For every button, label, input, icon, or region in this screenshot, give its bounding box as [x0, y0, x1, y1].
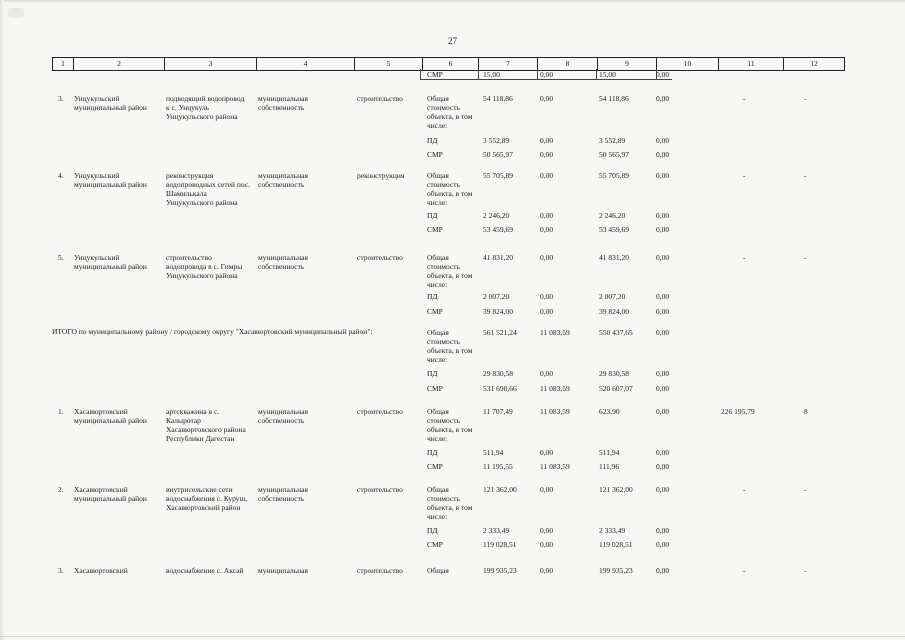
cost-regional: 54 118,86 [599, 94, 629, 103]
cost-regional: 41 831,20 [599, 253, 629, 262]
cost-local: 0,00 [656, 462, 670, 471]
scan-edge-left [0, 0, 4, 640]
cost-regional: 111,96 [599, 462, 620, 471]
cost-federal: 11 083,59 [540, 384, 570, 393]
cost-label: Общая стоимость объекта, в том числе: [427, 171, 473, 207]
cost-label: СМР [427, 540, 443, 549]
cost-federal: 0,00 [540, 526, 554, 535]
cost-federal: 0,00 [540, 70, 554, 79]
cost-regional: 119 028,51 [599, 540, 633, 549]
cost-total: 11 195,55 [483, 462, 513, 471]
object-ownership: муниципальная собственность [258, 485, 308, 503]
cost-regional: 520 607,07 [599, 384, 633, 393]
cost-federal: 11 083,59 [540, 462, 570, 471]
cost-federal: 0,00 [540, 485, 554, 494]
object-work-type: строительство [357, 253, 403, 262]
object-number: 5. [58, 253, 64, 262]
cost-label: СМР [427, 462, 443, 471]
cost-label: ПД [427, 526, 438, 535]
cost-total: 29 830,58 [483, 369, 513, 378]
cost-federal: 0,00 [540, 253, 554, 262]
cost-federal: 0,00 [540, 225, 554, 234]
object-number: 4. [58, 171, 64, 180]
cost-regional: 15,00 [599, 70, 616, 79]
header-col-12: 12 [783, 58, 845, 70]
cost-label: Общая [427, 566, 449, 575]
cost-regional: 53 459,69 [599, 225, 629, 234]
cost-regional: 623,90 [599, 407, 620, 416]
cost-local: 0,00 [656, 485, 670, 494]
cost-regional: 2 333,49 [599, 526, 626, 535]
col11-value: - [743, 253, 746, 262]
object-name: водоснабжение с. Аксай [166, 566, 244, 575]
header-col-8: 8 [537, 58, 597, 70]
cost-regional: 50 565,97 [599, 150, 629, 159]
cost-total: 119 028,51 [483, 540, 517, 549]
object-ownership: муниципальная собственность [258, 94, 308, 112]
object-district: Хасавюртовский муниципальный район [74, 407, 147, 425]
object-number: 2. [58, 485, 64, 494]
cost-label: Общая стоимость объекта, в том числе: [427, 328, 473, 364]
col12-value: - [804, 253, 807, 262]
object-name: строительство водопровода в с. Гимры Унцукульского района [166, 253, 243, 280]
cost-label: СМР [427, 225, 443, 234]
col12-value: - [804, 485, 807, 494]
total-caption: ИТОГО по муниципальному району / городскому округу "Хасавюртовский муниципальный район": [52, 327, 373, 336]
object-ownership: муниципальная [258, 566, 308, 575]
cost-label: Общая стоимость объекта, в том числе: [427, 253, 473, 289]
header-col-5: 5 [354, 58, 422, 70]
cost-local: 0,00 [656, 540, 670, 549]
col11-value: 226 195,79 [721, 407, 755, 416]
cost-regional: 3 552,89 [599, 136, 626, 145]
cost-local: 0,00 [656, 211, 670, 220]
cost-total: 2 246,20 [483, 211, 510, 220]
cost-federal: 0,00 [540, 150, 554, 159]
cost-federal: 0,00 [540, 292, 554, 301]
cost-total: 2 333,49 [483, 526, 510, 535]
cost-local: 0,00 [656, 292, 670, 301]
cost-label: ПД [427, 369, 438, 378]
cost-total: 39 824,00 [483, 307, 513, 316]
header-col-1: 1 [52, 58, 73, 70]
object-district: Унцукульский муниципальный район [74, 253, 147, 271]
scan-spot [8, 8, 24, 18]
cost-label: ПД [427, 448, 438, 457]
cost-federal: 0,00 [540, 448, 554, 457]
object-district: Унцукульский муниципальный район [74, 171, 147, 189]
cost-total: 41 831,20 [483, 253, 513, 262]
cost-total: 121 362,00 [483, 485, 517, 494]
header-col-7: 7 [478, 58, 537, 70]
cost-local: 0,00 [656, 307, 670, 316]
object-ownership: муниципальная собственность [258, 253, 308, 271]
cost-label: ПД [427, 211, 438, 220]
object-district: Хасавюртовский [74, 566, 128, 575]
object-number: 3. [58, 94, 64, 103]
object-name: подводящий водопровод к с. Унцукуль Унцукульского района [166, 94, 245, 121]
cost-total: 50 565,97 [483, 150, 513, 159]
scan-bottom-edge [0, 636, 905, 637]
header-col-11: 11 [718, 58, 783, 70]
cont-box-border [537, 69, 538, 79]
object-district: Хасавюртовский муниципальный район [74, 485, 147, 503]
cost-label: Общая стоимость объекта, в том числе: [427, 407, 473, 443]
cost-regional: 29 830,58 [599, 369, 629, 378]
cost-federal: 0,00 [540, 540, 554, 549]
cont-box-border [420, 69, 421, 79]
object-work-type: строительство [357, 94, 403, 103]
cost-total: 15,00 [483, 70, 500, 79]
cost-federal: 0,00 [540, 136, 554, 145]
cost-local: 0,00 [656, 566, 670, 575]
cost-local: 0,00 [656, 136, 670, 145]
cost-label: СМР [427, 307, 443, 316]
object-ownership: муниципальная собственность [258, 171, 308, 189]
cost-regional: 2 007,20 [599, 292, 626, 301]
cost-label: СМР [427, 150, 443, 159]
header-col-9: 9 [597, 58, 656, 70]
cost-total: 55 705,89 [483, 171, 513, 180]
cost-label: СМР [427, 384, 443, 393]
col12-value: - [804, 566, 807, 575]
cost-local: 0,00 [656, 94, 670, 103]
header-col-4: 4 [256, 58, 354, 70]
cost-label: ПД [427, 136, 438, 145]
cost-local: 0,00 [656, 70, 670, 79]
cost-local: 0,00 [656, 369, 670, 378]
header-col-10: 10 [656, 58, 718, 70]
cost-total: 53 459,69 [483, 225, 513, 234]
object-number: 1. [58, 407, 64, 416]
cost-regional: 39 824,00 [599, 307, 629, 316]
cost-local: 0,00 [656, 448, 670, 457]
col12-value: 8 [804, 407, 808, 416]
object-name: внутрисельские сети водоснабжения с. Куруш, Хасавюртовский район [166, 485, 248, 512]
cost-total: 54 118,86 [483, 94, 513, 103]
cost-local: 0,00 [656, 150, 670, 159]
header-col-6: 6 [422, 58, 478, 70]
object-work-type: строительство [357, 485, 403, 494]
object-ownership: муниципальная собственность [258, 407, 308, 425]
cost-total: 511,94 [483, 448, 504, 457]
cost-regional: 2 246,20 [599, 211, 626, 220]
col12-value: - [804, 171, 807, 180]
col11-value: - [743, 94, 746, 103]
cost-federal: 0,00 [540, 369, 554, 378]
cost-total: 199 935,23 [483, 566, 517, 575]
cost-label: ПД [427, 292, 438, 301]
col11-value: - [743, 171, 746, 180]
cost-federal: 0,00 [540, 566, 554, 575]
cont-box-border [596, 69, 597, 79]
cost-federal: 11 083,59 [540, 407, 570, 416]
cost-local: 0,00 [656, 171, 670, 180]
cost-federal: 0,00 [540, 94, 554, 103]
cost-federal: 0,00 [540, 211, 554, 220]
cost-total: 2 007,20 [483, 292, 510, 301]
cost-local: 0,00 [656, 253, 670, 262]
col12-value: - [804, 94, 807, 103]
col11-value: - [743, 566, 746, 575]
object-work-type: реконструкция [357, 171, 405, 180]
header-col-3: 3 [164, 58, 256, 70]
object-district: Унцукульский муниципальный район [74, 94, 147, 112]
cost-label: Общая стоимость объекта, в том числе: [427, 485, 473, 521]
cost-regional: 511,94 [599, 448, 620, 457]
col11-value: - [743, 485, 746, 494]
cost-local: 0,00 [656, 328, 670, 337]
object-work-type: строительство [357, 566, 403, 575]
object-number: 3. [58, 566, 64, 575]
object-name: артскважина в с. Калыротар Хасавюртовского района Республики Дагестан [166, 407, 246, 443]
object-name: реконструкция водопроводных сетей пос. Шамилькала Унцукульского района [166, 171, 251, 207]
cost-total: 531 690,66 [483, 384, 517, 393]
cost-federal: 11 083,59 [540, 328, 570, 337]
cost-local: 0,00 [656, 407, 670, 416]
cost-label: СМР [427, 70, 443, 79]
cost-total: 11 707,49 [483, 407, 513, 416]
cont-box-border [478, 69, 479, 79]
cost-local: 0,00 [656, 526, 670, 535]
cost-regional: 199 935,23 [599, 566, 633, 575]
cost-total: 3 552,89 [483, 136, 510, 145]
cost-total: 561 521,24 [483, 328, 517, 337]
cost-federal: 0,00 [540, 307, 554, 316]
cost-federal: 0,00 [540, 171, 554, 180]
cost-regional: 55 705,89 [599, 171, 629, 180]
page-number: 27 [448, 36, 457, 46]
object-work-type: строительство [357, 407, 403, 416]
cost-local: 0,00 [656, 225, 670, 234]
cost-local: 0,00 [656, 384, 670, 393]
cost-regional: 550 437,65 [599, 328, 633, 337]
header-col-2: 2 [73, 58, 164, 70]
cost-regional: 121 362,00 [599, 485, 633, 494]
cost-label: Общая стоимость объекта, в том числе: [427, 94, 473, 130]
scan-edge-top [0, 0, 905, 3]
